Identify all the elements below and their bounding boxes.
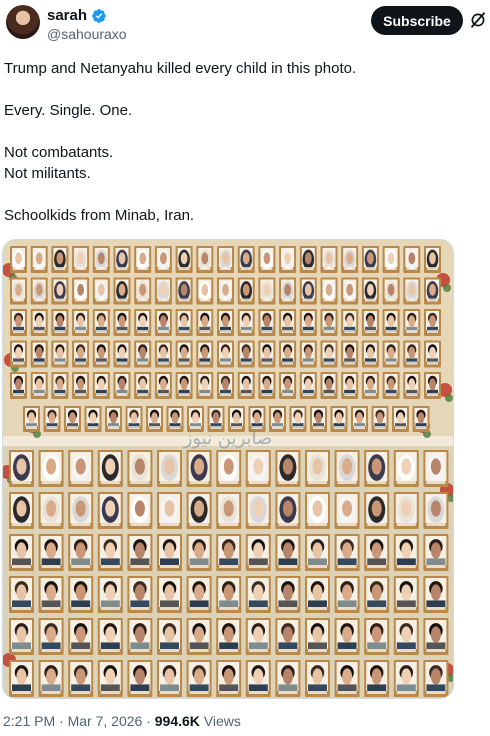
- tweet-line: Not militants.: [4, 165, 91, 182]
- verified-badge-icon: [91, 8, 107, 24]
- meta-separator: ·: [146, 713, 151, 729]
- display-name[interactable]: sarah: [47, 7, 88, 24]
- tweet-date[interactable]: Mar 7, 2026: [67, 713, 143, 729]
- author-handle[interactable]: @sahouraxo: [47, 26, 127, 42]
- tweet-line: Trump and Netanyahu killed every child in this photo.: [4, 60, 357, 77]
- tweet-line: Not combatants.: [4, 144, 114, 161]
- views-count: 994.6K: [154, 713, 200, 729]
- views-label: Views: [203, 713, 241, 729]
- meta-separator: ·: [59, 713, 64, 729]
- tweet-line: [4, 79, 484, 100]
- tweet-time[interactable]: 2:21 PM: [3, 713, 56, 729]
- tweet-line: [4, 121, 484, 142]
- author-name-row[interactable]: [47, 7, 107, 24]
- grok-icon[interactable]: [469, 11, 487, 29]
- tweet-line: Schoolkids from Minab, Iran.: [4, 207, 195, 224]
- tweet-text: [4, 58, 484, 226]
- subscribe-button[interactable]: Subscribe: [371, 6, 463, 35]
- photo-collage-image: [3, 240, 453, 698]
- avatar[interactable]: [6, 5, 40, 39]
- tweet-header: [0, 0, 490, 50]
- tweet-line: [4, 184, 484, 205]
- tweet-photo[interactable]: [2, 239, 454, 699]
- watermark-text: صابرین نیوز: [183, 428, 273, 449]
- tweet-meta: [3, 713, 241, 729]
- tweet-line: Every. Single. One.: [4, 102, 133, 119]
